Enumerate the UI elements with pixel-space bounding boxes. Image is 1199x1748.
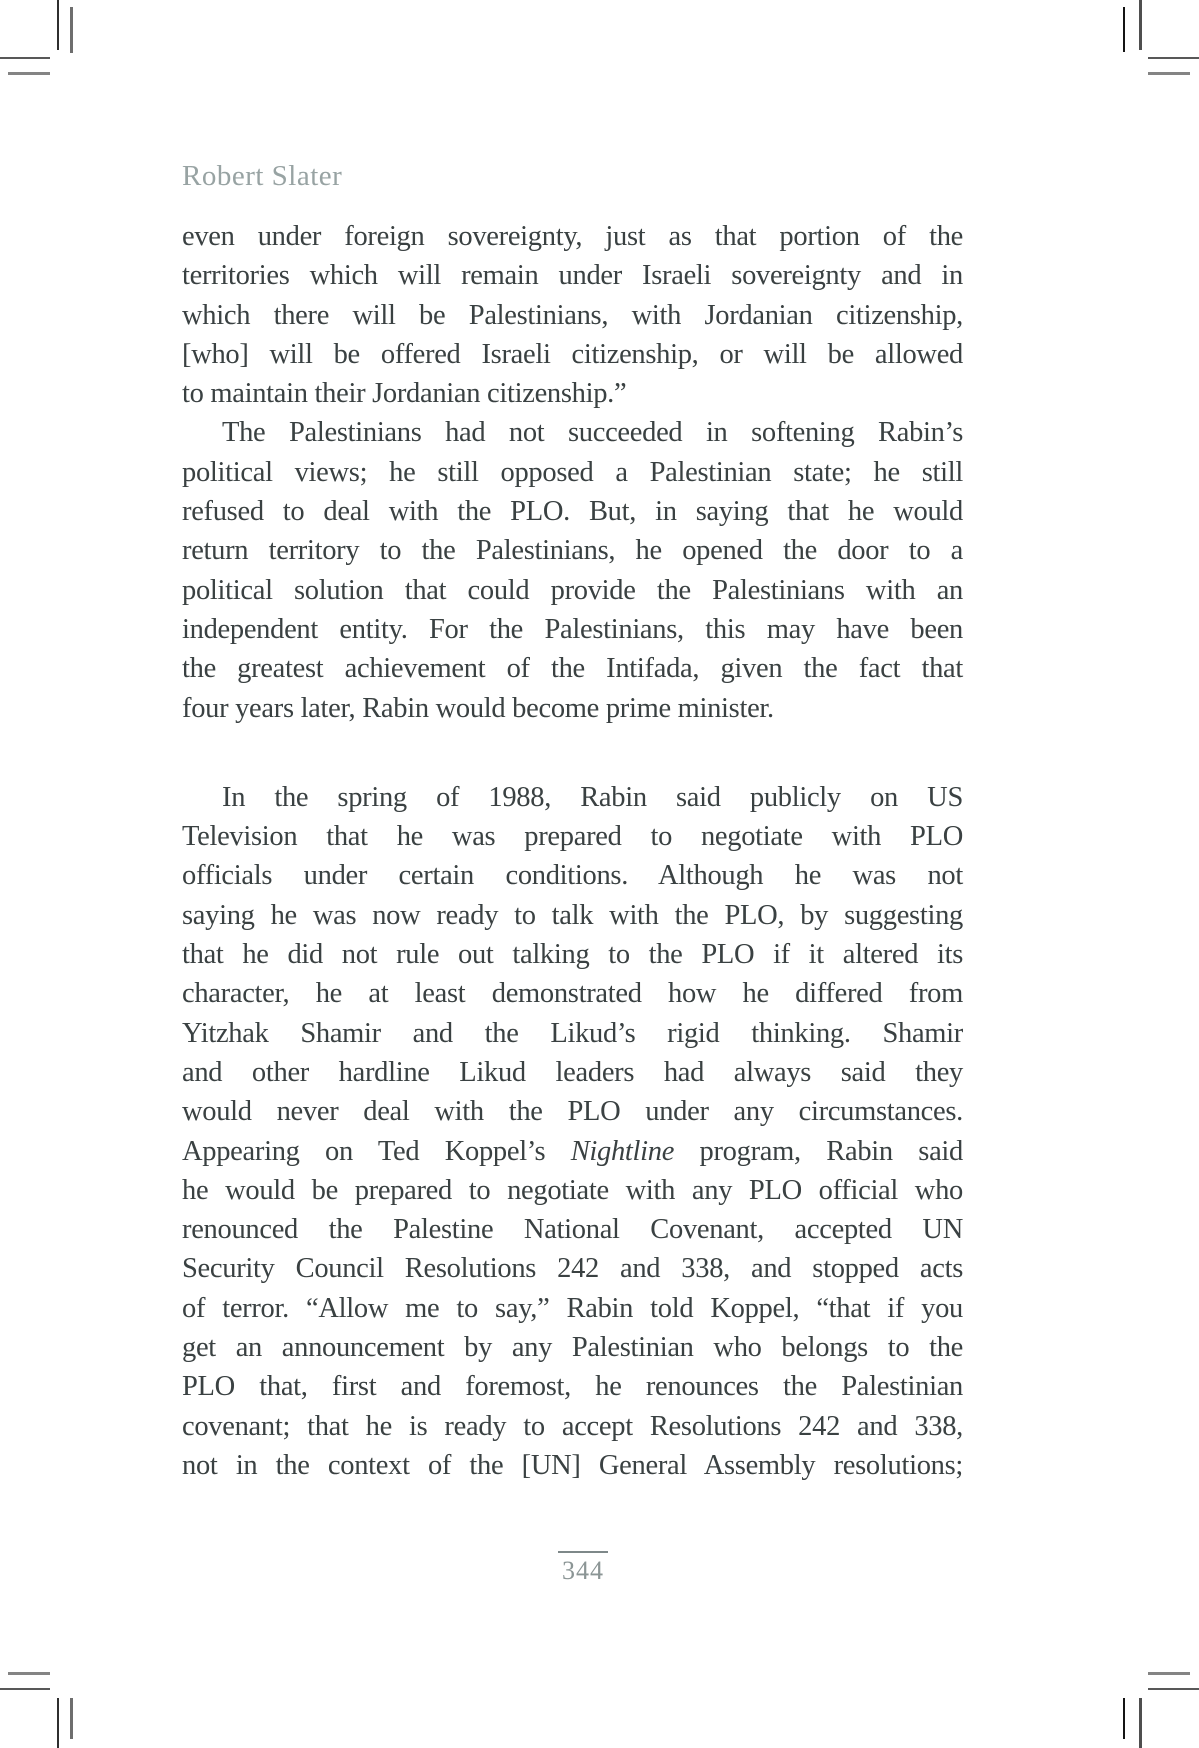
- crop-mark: [1139, 1698, 1142, 1748]
- paragraph: [182, 778, 963, 1485]
- crop-mark: [0, 57, 50, 59]
- crop-mark: [70, 1698, 73, 1739]
- running-header-author: Robert Slater: [182, 160, 343, 192]
- text-line: saying he was now ready to talk with the PLO, by suggesting: [182, 899, 963, 931]
- text-block: [182, 217, 963, 1485]
- text-line: he would be prepared to negotiate with any PLO official who: [182, 1174, 963, 1206]
- text-line: territories which will remain under Israeli sovereignty and in: [182, 260, 963, 292]
- crop-mark: [1123, 7, 1125, 52]
- page-footer: [523, 1551, 643, 1586]
- text-line: Yitzhak Shamir and the Likud’s rigid thinking. Shamir: [182, 1017, 963, 1049]
- text-line: political views; he still opposed a Palestinian state; he still: [182, 456, 963, 488]
- text-line: that he did not rule out talking to the PLO if it altered its: [182, 939, 963, 971]
- text-line: PLO that, first and foremost, he renounces the Palestinian: [182, 1371, 963, 1403]
- crop-mark: [1148, 57, 1199, 59]
- text-line: to maintain their Jordanian citizenship.”: [182, 378, 627, 410]
- text-line: Appearing on Ted Koppel’s Nightline program, Rabin said: [182, 1135, 963, 1167]
- text-line: [who] will be offered Israeli citizenship, or will be allowed: [182, 338, 963, 370]
- text-line: covenant; that he is ready to accept Resolutions 242 and 338,: [182, 1410, 963, 1442]
- text-line: four years later, Rabin would become prime minister.: [182, 692, 774, 724]
- text-line: the greatest achievement of the Intifada, given the fact that: [182, 653, 963, 685]
- text-line: Security Council Resolutions 242 and 338, and stopped acts: [182, 1253, 963, 1285]
- crop-mark: [0, 1688, 50, 1690]
- crop-mark: [70, 7, 73, 53]
- text-line: even under foreign sovereignty, just as that portion of the: [182, 221, 963, 252]
- paragraph: [182, 217, 963, 413]
- crop-mark: [1123, 1698, 1125, 1739]
- text-line: which there will be Palestinians, with Jordanian citizenship,: [182, 299, 963, 331]
- crop-mark: [57, 0, 59, 50]
- footer-rule: [558, 1551, 608, 1553]
- text-line: return territory to the Palestinians, he opened the door to a: [182, 535, 963, 567]
- text-line: refused to deal with the PLO. But, in saying that he would: [182, 496, 963, 528]
- text-line: and other hardline Likud leaders had always said they: [182, 1056, 963, 1088]
- crop-mark: [1148, 1688, 1199, 1690]
- page-number: 344: [562, 1556, 604, 1585]
- text-line: get an announcement by any Palestinian who belongs to the: [182, 1332, 963, 1364]
- text-line: The Palestinians had not succeeded in softening Rabin’s: [222, 417, 963, 449]
- text-line: not in the context of the [UN] General Assembly resolutions;: [182, 1449, 963, 1481]
- text-line: officials under certain conditions. Although he was not: [182, 860, 963, 892]
- text-line: character, he at least demonstrated how he differed from: [182, 978, 963, 1010]
- text-line: would never deal with the PLO under any circumstances.: [182, 1096, 963, 1128]
- crop-mark: [1148, 1672, 1190, 1675]
- text-line: political solution that could provide the Palestinians with an: [182, 574, 963, 606]
- crop-mark: [1148, 72, 1190, 75]
- text-line: independent entity. For the Palestinians, this may have been: [182, 613, 963, 645]
- text-line: of terror. “Allow me to say,” Rabin told Koppel, “that if you: [182, 1292, 963, 1324]
- crop-mark: [1139, 0, 1142, 50]
- crop-mark: [57, 1698, 59, 1748]
- crop-mark: [8, 72, 50, 75]
- text-line: In the spring of 1988, Rabin said publicly on US: [222, 781, 963, 813]
- text-line: renounced the Palestine National Covenant, accepted UN: [182, 1214, 963, 1246]
- paragraph: [182, 413, 963, 727]
- crop-mark: [8, 1672, 50, 1675]
- text-line: Television that he was prepared to negotiate with PLO: [182, 821, 963, 853]
